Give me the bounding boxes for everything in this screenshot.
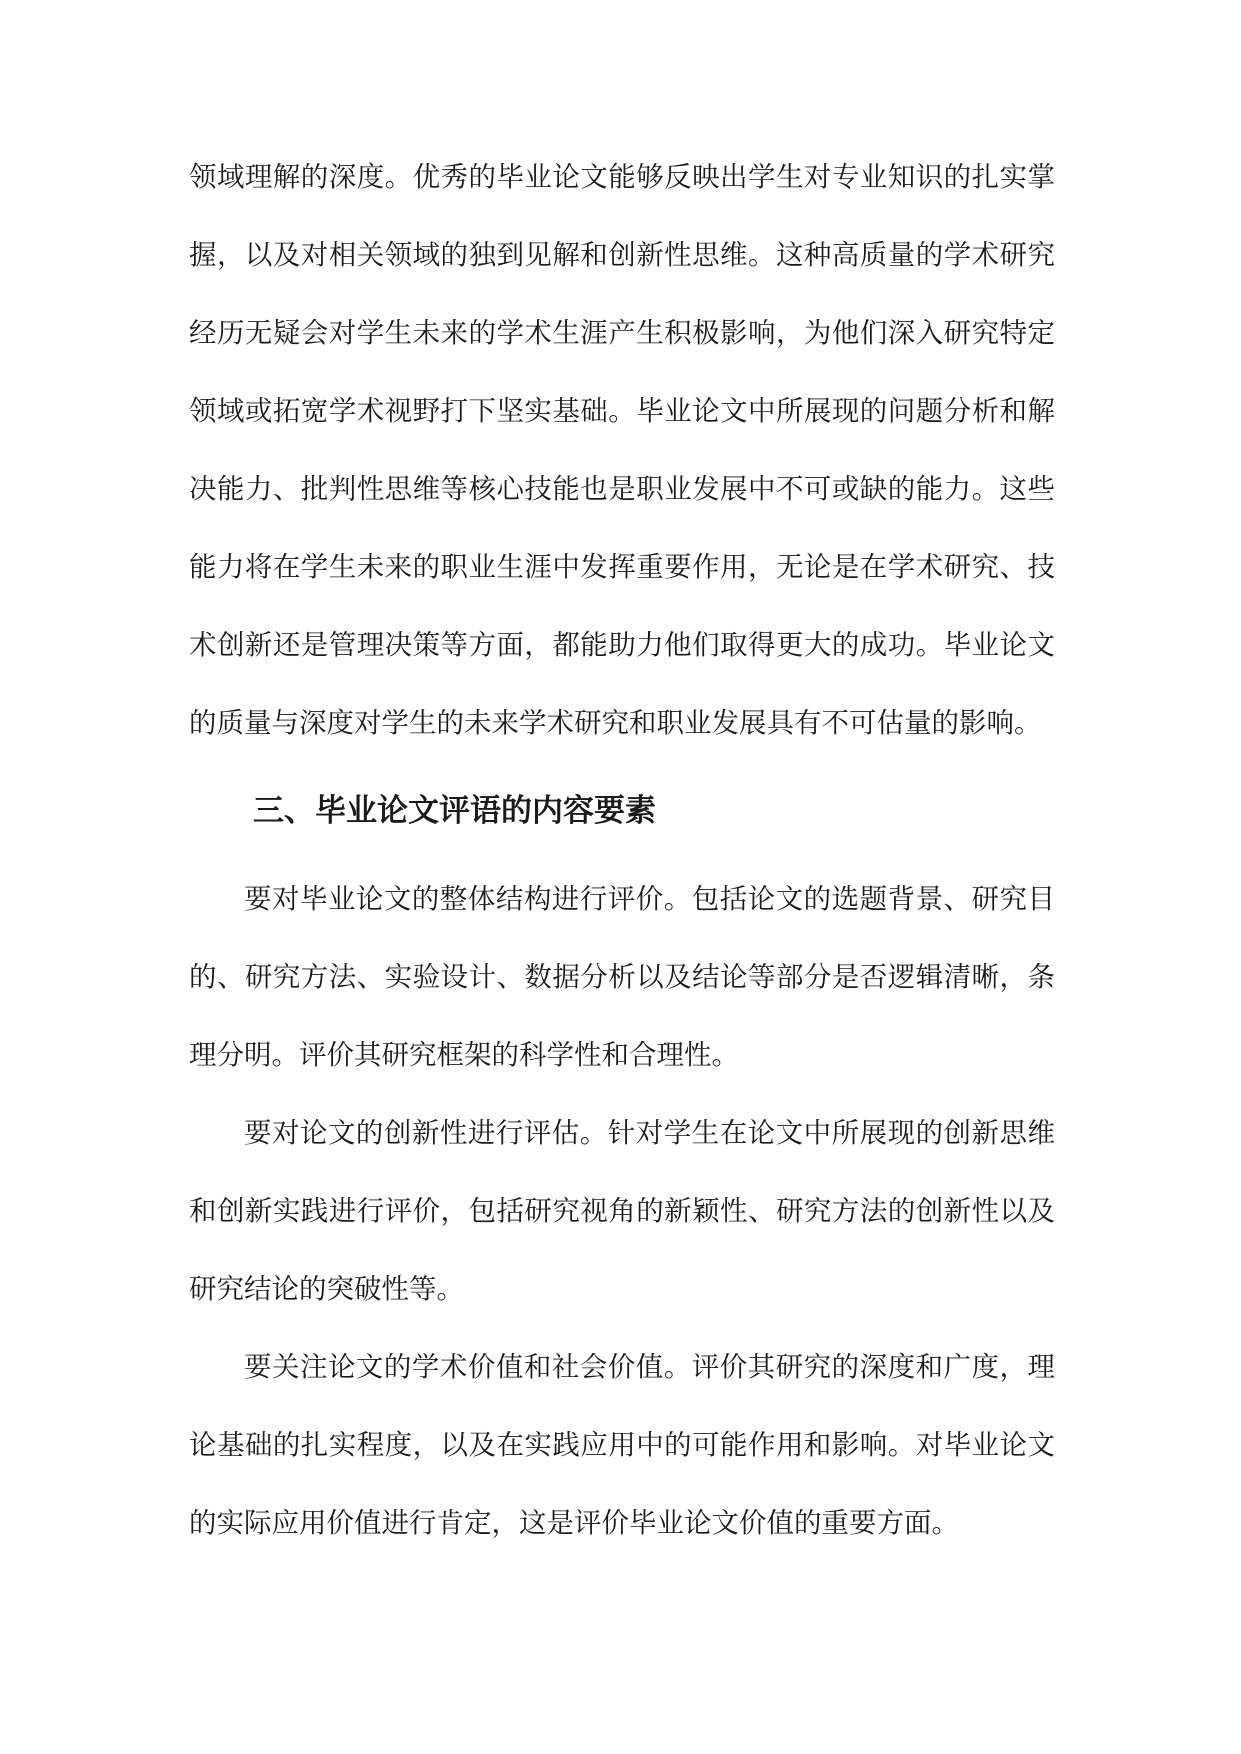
document-body xyxy=(189,138,1055,1562)
paragraph-innovation-evaluation: 要对论文的创新性进行评估。针对学生在论文中所展现的创新思维和创新实践进行评价，包括研究视角的新颖性、研究方法的创新性以及研究结论的突破性等。 xyxy=(189,1117,1055,1305)
continuation-paragraph: 领域理解的深度。优秀的毕业论文能够反映出学生对专业知识的扎实掌握，以及对相关领域的独到见解和创新性思维。这种高质量的学术研究经历无疑会对学生未来的学术生涯产生积极影响，为他们深入研究特定领域或拓宽学术视野打下坚实基础。毕业论文中所展现的问题分析和解决能力、批判性思维等核心技能也是职业发展中不可或缺的能力。这些能力将在学生未来的职业生涯中发挥重要作用，无论是在学术研究、技术创新还是管理决策等方面，都能助力他们取得更大的成功。毕业论文的质量与深度对学生的未来学术研究和职业发展具有不可估量的影响。 xyxy=(189,161,1055,739)
paragraph-structure-evaluation: 要对毕业论文的整体结构进行评价。包括论文的选题背景、研究目的、研究方法、实验设计、数据分析以及结论等部分是否逻辑清晰，条理分明。评价其研究框架的科学性和合理性。 xyxy=(189,883,1055,1071)
section-heading: 三、毕业论文评语的内容要素 xyxy=(253,793,656,829)
paragraph-value-evaluation: 要关注论文的学术价值和社会价值。评价其研究的深度和广度，理论基础的扎实程度，以及在实践应用中的可能作用和影响。对毕业论文的实际应用价值进行肯定，这是评价毕业论文价值的重要方面。 xyxy=(189,1351,1055,1539)
